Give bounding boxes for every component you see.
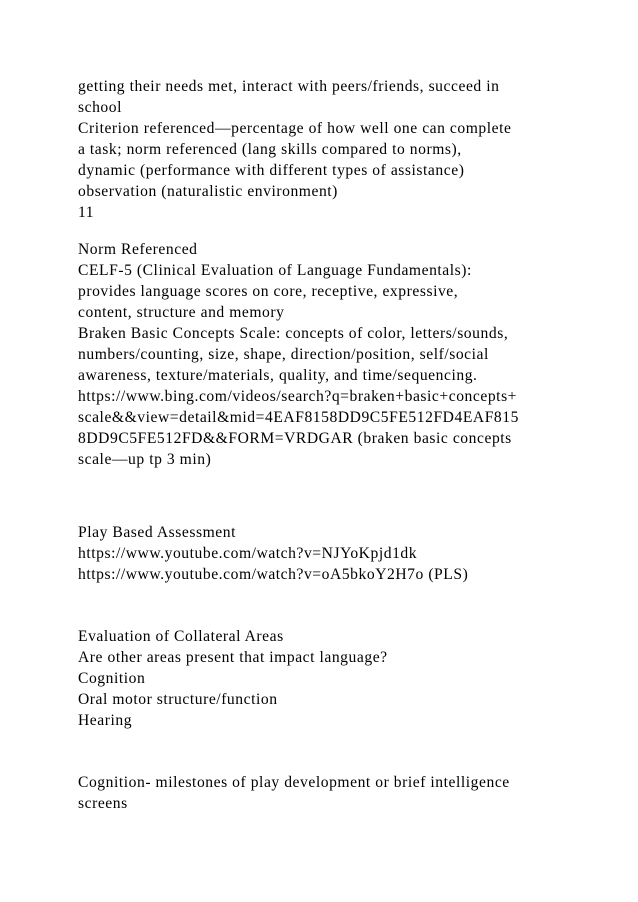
text-line: CELF-5 (Clinical Evaluation of Language Fundamentals): [78,262,472,279]
list-item: Oral motor structure/function [78,691,278,708]
text-line: Cognition- milestones of play development or brief intelligence [78,774,510,791]
text-line: school [78,99,123,116]
section-heading: Norm Referenced [78,241,198,258]
url-line: https://www.youtube.com/watch?v=oA5bkoY2H7o (PLS) [78,566,469,583]
list-item: Hearing [78,712,133,729]
text-line: a task; norm referenced (lang skills compared to norms), [78,141,462,158]
text-line: observation (naturalistic environment) [78,183,338,200]
text-line: numbers/counting, size, shape, direction/position, self/social [78,346,489,363]
section-heading: Play Based Assessment [78,524,236,541]
section-heading: Evaluation of Collateral Areas [78,628,284,645]
text-line: getting their needs met, interact with peers/friends, succeed in [78,78,500,95]
url-line: https://www.bing.com/videos/search?q=braken+basic+concepts+ [78,388,518,405]
url-line: scale&&view=detail&mid=4EAF8158DD9C5FE512FD4EAF815 [78,409,519,426]
text-line: dynamic (performance with different types of assistance) [78,162,465,179]
text-line: provides language scores on core, receptive, expressive, [78,283,459,300]
url-line: https://www.youtube.com/watch?v=NJYoKpjd1dk [78,545,418,562]
text-line: screens [78,795,128,812]
text-line: content, structure and memory [78,304,285,321]
page-number: 11 [78,204,95,221]
text-line: Criterion referenced—percentage of how well one can complete [78,120,512,137]
url-line: 8DD9C5FE512FD&&FORM=VRDGAR (braken basic concepts [78,430,512,447]
text-line: awareness, texture/materials, quality, and time/sequencing. [78,367,478,384]
list-item: Cognition [78,670,146,687]
text-line: Are other areas present that impact language? [78,649,388,666]
text-line: Braken Basic Concepts Scale: concepts of color, letters/sounds, [78,325,509,342]
text-line: scale—up tp 3 min) [78,451,212,468]
